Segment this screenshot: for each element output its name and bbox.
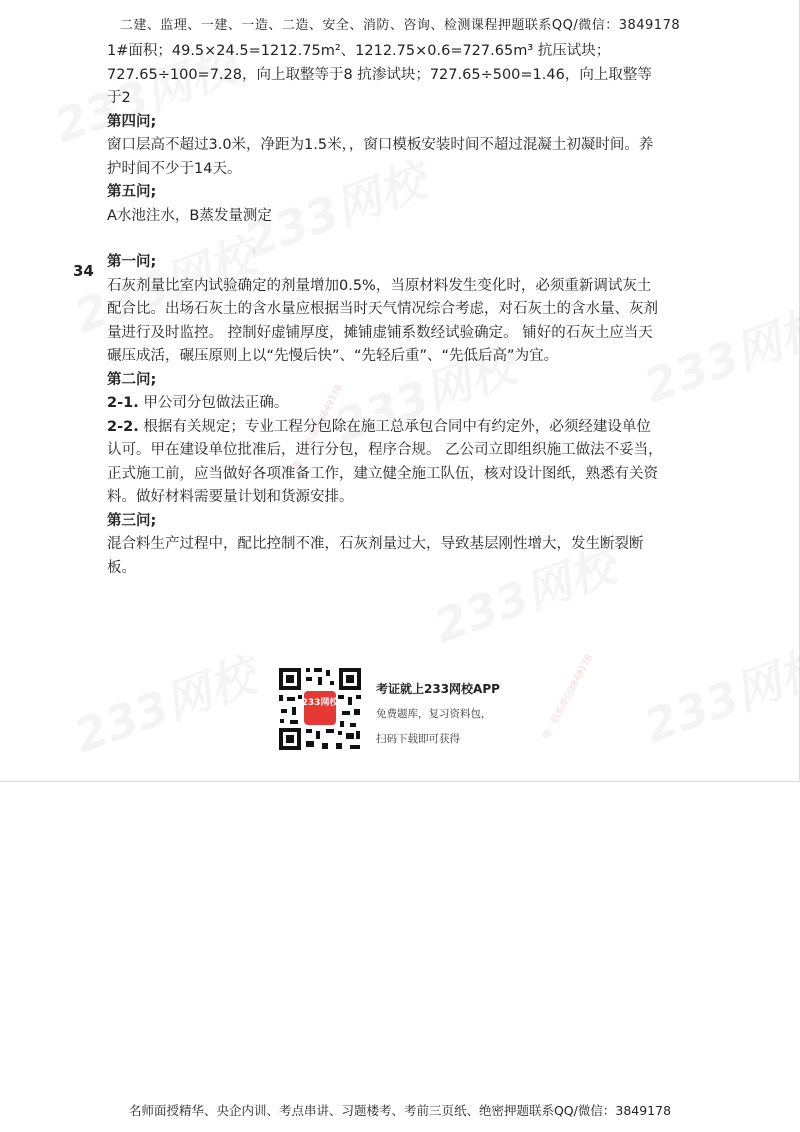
item-text: 甲公司分包做法正确。: [138, 395, 289, 411]
answer-line: 板。: [107, 559, 136, 576]
answer-line: A水池注水，B蒸发量测定: [107, 207, 272, 224]
page-footer: 名师面授精华、央企内训、考点串讲、习题楼考、考前三页纸、绝密押题联系QQ/微信：3849178: [128, 1103, 672, 1118]
q34-question-1-title: 第一问;: [107, 254, 157, 270]
calc-line: 727.65÷100=7.28，向上取整等于8 抗渗试块；727.65÷500=1.46，向上取整等: [107, 66, 652, 83]
answer-line: 混合料生产过程中，配比控制不准，石灰剂量过大，导致基层刚性增大，发生断裂断: [107, 536, 644, 552]
promo-line: 扫码下载即可获得: [376, 733, 460, 745]
answer-content: [107, 40, 777, 580]
answer-line: 配合比。出场石灰土的含水量应根据当时天气情况综合考虑，对石灰土的含水量、灰剂: [107, 301, 658, 317]
item-text: 根据有关规定；专业工程分包除在施工总承包合同中有约定外，必须经建设单位: [138, 418, 651, 435]
answer-line: 护时间不少于14天。: [107, 160, 242, 177]
watermark-contact: 唯一联系微信3849178: [291, 383, 345, 472]
q34-question-2-title: 第二问;: [107, 371, 157, 388]
qr-badge-text: 233网校: [301, 698, 339, 708]
calc-line: 1#面积；49.5×24.5=1212.75m²、1212.75×0.6=727.65m³ 抗压试块；: [107, 43, 611, 59]
promo-title: 考证就上233网校APP: [376, 682, 500, 696]
answer-line: [107, 416, 777, 440]
answer-line: 认可。甲在建设单位批准后，进行分包，程序合规。 乙公司立即组织施工做法不妥当，: [107, 442, 663, 458]
answer-line: 料。做好材料需要量计划和货源安排。: [107, 489, 354, 505]
question-4-title: 第四问;: [107, 113, 157, 130]
answer-line: [107, 392, 777, 416]
q34-question-3-title: 第三问;: [107, 512, 157, 529]
answer-line: 碾压成活，碾压原则上以“先慢后快”、“先轻后重”、“先低后高”为宜。: [107, 348, 559, 364]
item-label: 2-1.: [107, 395, 139, 411]
qr-code-icon[interactable]: [276, 665, 364, 753]
item-label: 2-2.: [107, 418, 139, 435]
promo-line: 免费题库，复习资料包，: [376, 708, 492, 720]
question-5-title: 第五问;: [107, 184, 157, 200]
answer-line: 量进行及时监控。 控制好虚铺厚度，摊铺虚铺系数经试验确定。 铺好的石灰土应当天: [107, 324, 653, 341]
app-promo: [276, 662, 576, 752]
answer-line: 正式施工前，应当做好各项准备工作，建立健全施工队伍，核对设计图纸，熟悉有关资: [107, 465, 658, 482]
page-header: 二建、监理、一建、一造、二造、安全、消防、咨询、检测课程押题联系QQ/微信：3849178: [119, 18, 681, 33]
calc-line: 于2: [107, 90, 131, 106]
answer-line: 石灰剂量比室内试验确定的剂量增加0.5%，当原材料发生变化时，必须重新调试灰土: [107, 277, 652, 294]
question-number: 34: [73, 262, 94, 280]
watermark-contact: 唯一联系微信3849178: [541, 653, 595, 742]
answer-line: 窗口层高不超过3.0米，净距为1.5米，，窗口模板安装时间不超过混凝土初凝时间。养: [107, 137, 654, 153]
